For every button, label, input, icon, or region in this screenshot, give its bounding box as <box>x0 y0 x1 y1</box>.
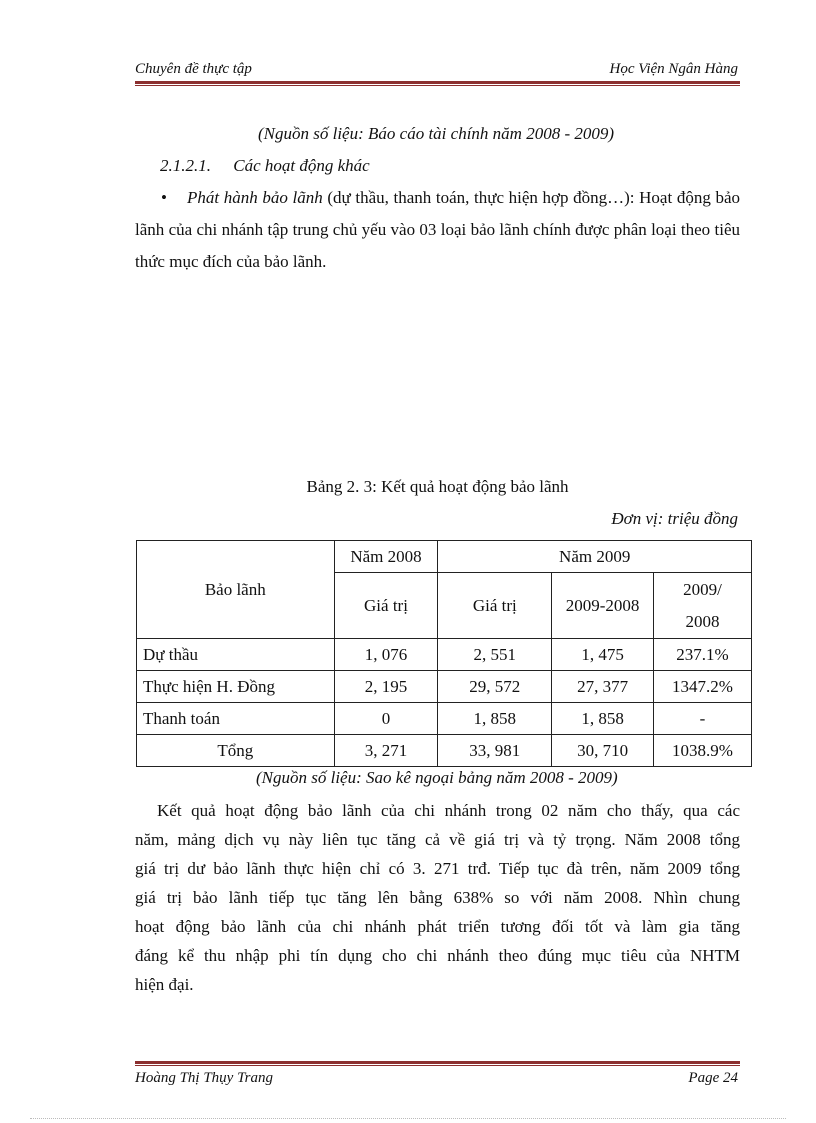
paragraph-line: giá trị bảo lãnh tiếp tục tăng lên bằng 638% so với năm 2008. Nhìn chung <box>135 888 740 907</box>
table-row <box>137 639 752 671</box>
header-institution: Học Viện Ngân Hàng <box>609 61 738 77</box>
header-rule <box>135 81 740 86</box>
bullet-text: (dự thầu, thanh toán, thực hiện hợp đồng…): Hoạt động bảo lãnh của chi nhánh tập trung chủ yếu vào 03 loại bảo lãnh chính được phân loại theo tiêu thức mục đích của bảo lãnh. <box>135 188 740 271</box>
guarantee-table <box>136 540 752 767</box>
cell-v2009: 2, 551 <box>438 639 552 671</box>
conclusion-paragraph <box>135 796 740 999</box>
row-label: Thanh toán <box>137 703 335 735</box>
cell-ratio: 1347.2% <box>654 671 752 703</box>
total-v2009: 33, 981 <box>438 735 552 767</box>
subheading-number: 2.1.2.1. <box>160 156 211 175</box>
header-year-2008: Năm 2008 <box>334 541 438 573</box>
cell-v2008: 0 <box>334 703 438 735</box>
header-value-2008: Giá trị <box>334 573 438 639</box>
page-footer <box>135 1070 740 1090</box>
section-subheading <box>160 150 765 182</box>
subheading-title: Các hoạt động khác <box>233 156 370 175</box>
cell-v2009: 29, 572 <box>438 671 552 703</box>
table-row <box>137 671 752 703</box>
total-diff: 30, 710 <box>552 735 654 767</box>
header-year-2009: Năm 2009 <box>438 541 752 573</box>
total-v2008: 3, 271 <box>334 735 438 767</box>
footer-rule <box>135 1061 740 1066</box>
header-col-label: Bảo lãnh <box>137 541 335 639</box>
table-caption: Bảng 2. 3: Kết quả hoạt động bảo lãnh <box>306 477 569 496</box>
header-value-2009: Giá trị <box>438 573 552 639</box>
footer-author: Hoàng Thị Thụy Trang <box>135 1070 273 1086</box>
paragraph-line: đáng kể thu nhập phi tín dụng cho chi nhánh theo đúng mục tiêu của NHTM <box>135 946 740 965</box>
cell-diff: 1, 475 <box>552 639 654 671</box>
header-diff: 2009-2008 <box>552 573 654 639</box>
table-source-note: (Nguồn số liệu: Sao kê ngoại bảng năm 2008 - 2009) <box>256 768 618 787</box>
total-label: Tổng <box>137 735 335 767</box>
cell-diff: 27, 377 <box>552 671 654 703</box>
total-ratio: 1038.9% <box>654 735 752 767</box>
cell-v2009: 1, 858 <box>438 703 552 735</box>
paragraph-line: Kết quả hoạt động bảo lãnh của chi nhánh trong 02 năm cho thấy, qua các <box>157 801 740 820</box>
table-total-row <box>137 735 752 767</box>
cell-ratio: - <box>654 703 752 735</box>
bullet-lead: Phát hành bảo lãnh <box>187 188 323 207</box>
page-edge-divider <box>30 1118 786 1119</box>
row-label: Dự thầu <box>137 639 335 671</box>
paragraph-line: hoạt động bảo lãnh của chi nhánh phát triển tương đối tốt và làm gia tăng <box>135 917 740 936</box>
cell-v2008: 2, 195 <box>334 671 438 703</box>
header-ratio-line1: 2009/ <box>683 579 722 599</box>
paragraph-line: giá trị dư bảo lãnh thực hiện chỉ có 3. 271 trđ. Tiếp tục đà trên, năm 2009 tổng <box>135 859 740 878</box>
header-document-type: Chuyên đề thực tập <box>135 61 252 77</box>
table-row <box>137 703 752 735</box>
cell-ratio: 237.1% <box>654 639 752 671</box>
row-label: Thực hiện H. Đồng <box>137 671 335 703</box>
cell-diff: 1, 858 <box>552 703 654 735</box>
page-header <box>135 59 740 79</box>
source-note-top: (Nguồn số liệu: Báo cáo tài chính năm 2008 - 2009) <box>258 124 615 143</box>
paragraph-line: năm, mảng dịch vụ này liên tục tăng cả về giá trị và tỷ trọng. Năm 2008 tổng <box>135 830 740 849</box>
bullet-icon: • <box>161 188 167 207</box>
footer-page-number: Page 24 <box>688 1070 738 1086</box>
cell-v2008: 1, 076 <box>334 639 438 671</box>
table-unit: Đơn vị: triệu đồng <box>611 509 738 528</box>
bullet-paragraph <box>135 182 740 278</box>
header-ratio <box>654 573 752 639</box>
header-ratio-line2: 2008 <box>685 611 720 631</box>
paragraph-line: hiện đại. <box>135 975 194 994</box>
